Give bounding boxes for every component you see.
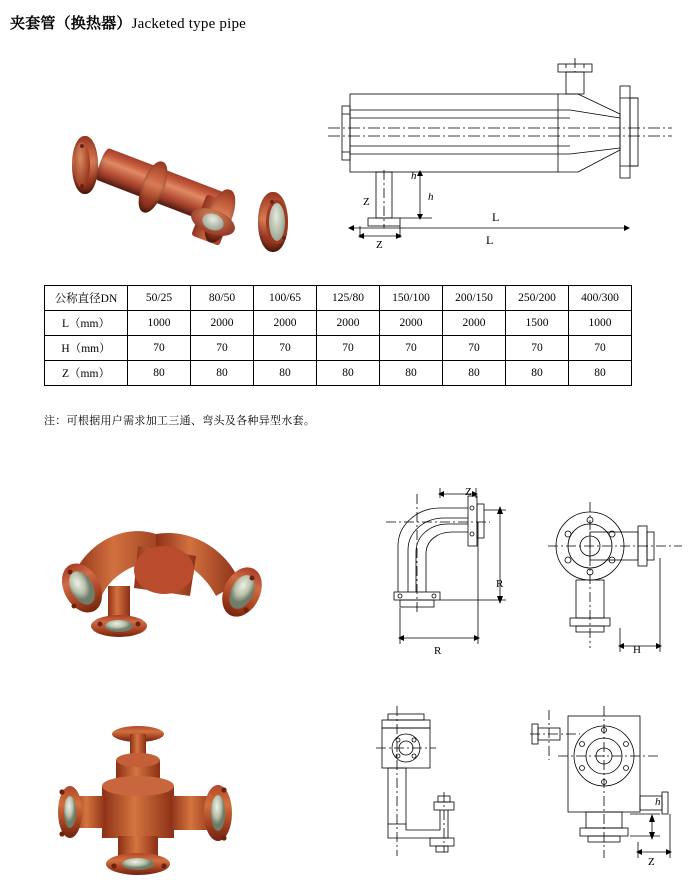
cell-l-4: 2000 <box>380 311 443 336</box>
page-title-cn: 夹套管（换热器） <box>10 16 132 32</box>
table-row-h <box>45 336 632 361</box>
cell-dn-7: 400/300 <box>569 286 632 311</box>
photo-straight-jacketed-pipe <box>30 60 290 235</box>
drawing-heat-exchanger <box>320 58 680 251</box>
spec-table <box>44 285 632 386</box>
cell-l-2: 2000 <box>254 311 317 336</box>
flange-left-face <box>74 142 90 188</box>
bolt-icon <box>80 144 84 148</box>
cell-l-0: 1000 <box>128 311 191 336</box>
cell-z-3: 80 <box>317 361 380 386</box>
cell-z-0: 80 <box>128 361 191 386</box>
cell-h-7: 70 <box>569 336 632 361</box>
bolt-icon <box>80 184 84 188</box>
cell-z-1: 80 <box>191 361 254 386</box>
drawing-elbow-front <box>360 488 520 658</box>
label-exchanger-z: Z <box>363 196 370 208</box>
cell-h-2: 70 <box>254 336 317 361</box>
cell-l-1: 2000 <box>191 311 254 336</box>
table-row-l <box>45 311 632 336</box>
cell-dn-4: 150/100 <box>380 286 443 311</box>
drawing-elbow-side <box>540 498 690 663</box>
cell-l-3: 2000 <box>317 311 380 336</box>
label-cross-h: h <box>655 796 661 808</box>
cell-h-4: 70 <box>380 336 443 361</box>
table-row-dn <box>45 286 632 311</box>
cell-dn-6: 250/200 <box>506 286 569 311</box>
label-elbow-z: Z <box>465 486 472 498</box>
table-note: 注：可根据用户需求加工三通、弯头及各种异型水套。 <box>44 415 316 427</box>
bolt-icon <box>270 200 274 204</box>
table-row-z <box>45 361 632 386</box>
label-elbow-h: H <box>633 644 641 656</box>
bolt-icon <box>282 236 286 240</box>
cell-dn-1: 80/50 <box>191 286 254 311</box>
row-label-h: H（mm） <box>45 336 128 361</box>
cell-dn-0: 50/25 <box>128 286 191 311</box>
cell-z-4: 80 <box>380 361 443 386</box>
cell-z-7: 80 <box>569 361 632 386</box>
label-elbow-r-vertical: R <box>496 578 504 590</box>
cell-dn-5: 200/150 <box>443 286 506 311</box>
label-cross-z: Z <box>648 856 655 868</box>
photo-jacketed-elbow <box>30 500 310 675</box>
cell-z-5: 80 <box>443 361 506 386</box>
cell-h-0: 70 <box>128 336 191 361</box>
cell-dn-2: 100/65 <box>254 286 317 311</box>
cell-dn-3: 125/80 <box>317 286 380 311</box>
label-l: L <box>486 233 494 247</box>
cell-h-3: 70 <box>317 336 380 361</box>
cell-h-1: 70 <box>191 336 254 361</box>
label-z: Z <box>376 239 383 251</box>
cell-l-6: 1500 <box>506 311 569 336</box>
cell-h-5: 70 <box>443 336 506 361</box>
cell-z-2: 80 <box>254 361 317 386</box>
row-label-z: Z（mm） <box>45 361 128 386</box>
label-elbow-r-horizontal: R <box>434 645 442 657</box>
page-title-en: Jacketed type pipe <box>131 16 246 32</box>
drawing-cross-side <box>530 700 690 870</box>
cell-l-7: 1000 <box>569 311 632 336</box>
cell-h-6: 70 <box>506 336 569 361</box>
label-exchanger-h: h <box>411 170 417 182</box>
row-label-l: L（mm） <box>45 311 128 336</box>
row-label-dn: 公称直径DN <box>45 286 128 311</box>
cell-z-6: 80 <box>506 361 569 386</box>
cell-l-5: 2000 <box>443 311 506 336</box>
label-h: h <box>428 191 434 203</box>
drawing-cross-front <box>370 706 510 866</box>
photo-jacketed-cross <box>40 700 300 885</box>
label-exchanger-l: L <box>492 210 500 224</box>
page-title <box>10 12 246 33</box>
